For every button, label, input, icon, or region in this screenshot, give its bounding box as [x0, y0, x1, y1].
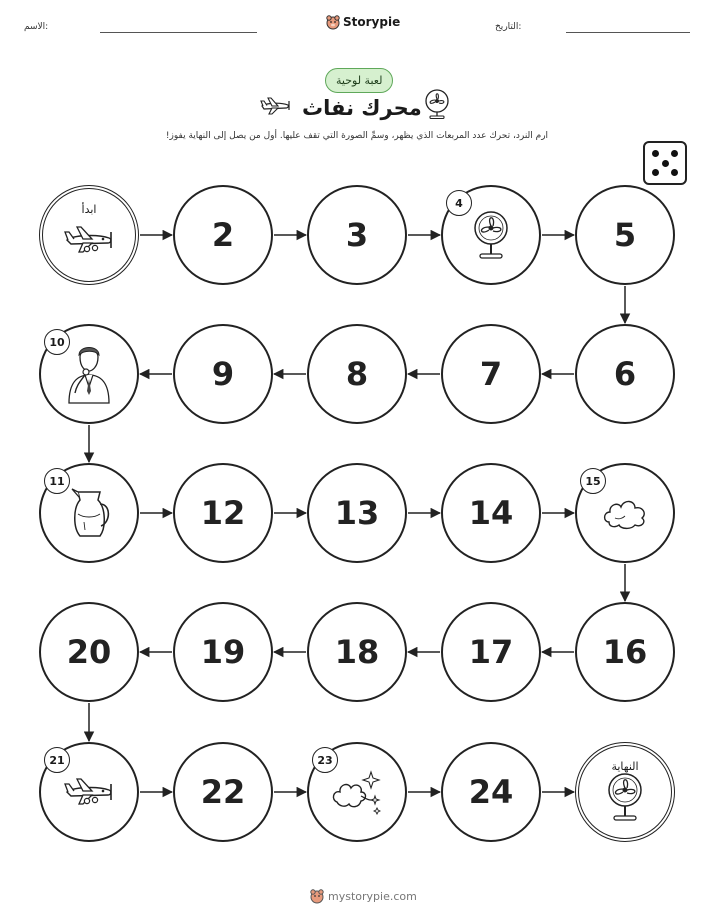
footer-mascot-icon [310, 888, 324, 904]
cell-number: 14 [468, 494, 514, 532]
board-cell [173, 185, 273, 285]
fan-icon [471, 210, 511, 264]
board-cell [441, 742, 541, 842]
board-cell [39, 742, 139, 842]
pitcher-icon [66, 486, 112, 544]
cell-number: 2 [211, 216, 235, 254]
board-cell [39, 324, 139, 424]
cell-caption: ابدأ [81, 203, 97, 216]
cell-number: 5 [613, 216, 637, 254]
board-cell [441, 463, 541, 563]
thinking-man-icon [65, 343, 113, 409]
finish-cell [575, 742, 675, 842]
board-cell [575, 463, 675, 563]
cell-number: 8 [345, 355, 369, 393]
cell-number: 9 [211, 355, 235, 393]
board-cell [307, 742, 407, 842]
cell-number-badge: 23 [312, 747, 338, 773]
page-title: محرك نفاث [302, 96, 422, 120]
board-cell [441, 185, 541, 285]
cell-number-badge: 4 [446, 190, 472, 216]
cell-number-badge: 21 [44, 747, 70, 773]
board-cell [575, 185, 675, 285]
cell-number: 18 [334, 633, 380, 671]
cell-number: 3 [345, 216, 369, 254]
cell-number: 16 [602, 633, 648, 671]
cell-number-badge: 10 [44, 329, 70, 355]
cell-number: 12 [200, 494, 246, 532]
board-cell [307, 463, 407, 563]
cell-number: 19 [200, 633, 246, 671]
cell-number-badge: 15 [580, 468, 606, 494]
cell-number-badge: 11 [44, 468, 70, 494]
cell-number: 20 [66, 633, 112, 671]
board-cell [173, 742, 273, 842]
cell-number: 6 [613, 355, 637, 393]
board-cell [173, 463, 273, 563]
board-cell [441, 324, 541, 424]
board-cell [441, 602, 541, 702]
name-label: الاسم: [24, 22, 49, 32]
board-cell [307, 185, 407, 285]
board-cell [39, 602, 139, 702]
brand-name: Storypie [343, 15, 401, 29]
cloud-icon [601, 496, 649, 534]
board-cell [307, 602, 407, 702]
airplane-icon [63, 776, 115, 812]
cell-number: 13 [334, 494, 380, 532]
board-cell [39, 463, 139, 563]
start-cell [39, 185, 139, 285]
instructions-text: ارم النرد، تحرك عدد المربعات الذي يظهر، وسمِّ الصورة التي تقف عليها. أول من يصل إلى النهاية يفوز! [165, 131, 549, 141]
cell-number: 24 [468, 773, 514, 811]
board-cell [575, 324, 675, 424]
wind-puff-icon [331, 768, 383, 820]
board-cell [173, 602, 273, 702]
board-cell [575, 602, 675, 702]
board-cell [173, 324, 273, 424]
board-cell [307, 324, 407, 424]
footer [310, 888, 417, 904]
footer-url[interactable]: mystorypie.com [328, 889, 417, 903]
fan-icon [605, 772, 645, 826]
cell-number: 7 [479, 355, 503, 393]
date-label: التاريخ: [495, 22, 522, 32]
board-game-tag: لعبة لوحية [325, 68, 393, 93]
airplane-icon [63, 224, 115, 260]
cell-caption: النهاية [611, 760, 639, 773]
cell-number: 17 [468, 633, 514, 671]
cell-number: 22 [200, 773, 246, 811]
